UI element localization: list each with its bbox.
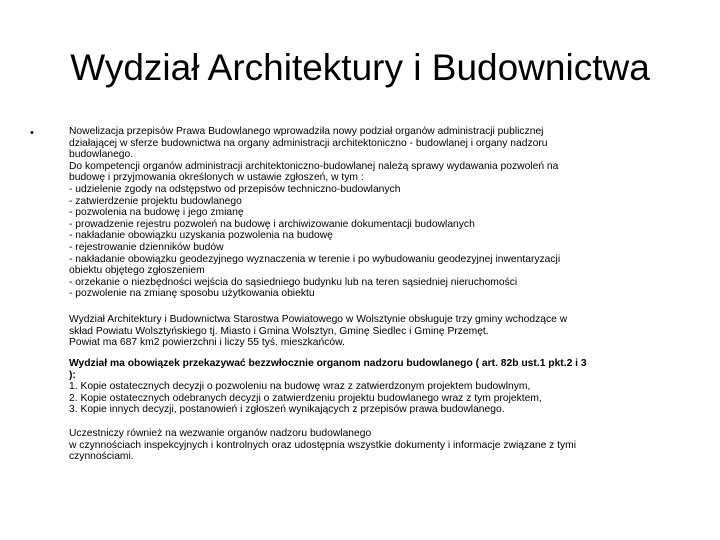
text-line: Powiat ma 687 km2 powierzchni i liczy 55 tyś. mieszkańców. xyxy=(69,337,345,349)
list-item: 2. Kopie ostatecznych odebranych decyzji o zatwierdzeniu projektu budowlanego wraz z tym projektem, xyxy=(69,392,542,404)
text-line: budowlanego. xyxy=(69,149,134,161)
text-line: w czynnościach inspekcyjnych i kontrolnych oraz udostępnia wszystkie dokumenty i informacje związane z tymi xyxy=(69,439,577,451)
list-item: 1. Kopie ostatecznych decyzji o pozwoleniu na budowę wraz z zatwierdzonym projektem budowlnym, xyxy=(69,381,531,393)
bold-text-line: ): xyxy=(69,369,76,381)
paragraph-competences xyxy=(69,126,689,300)
list-item: obiektu objętego zgłoszeniem xyxy=(69,265,205,277)
list-item: - zatwierdzenie projektu budowlanego xyxy=(69,195,242,207)
text-line: Uczestniczy również na wezwanie organów nadzoru budowlanego xyxy=(69,428,372,439)
paragraph-obligations xyxy=(69,358,689,416)
paragraph-department xyxy=(69,314,689,349)
text-line: skład Powiatu Wolsztyńskiego tj. Miasto i Gmina Wolsztyn, Gminę Siedlec i Gminę Przemęt. xyxy=(69,325,489,337)
list-item: - pozwolenia na budowę i jego zmianę xyxy=(69,207,244,219)
list-item: 3. Kopie innych decyzji, postanowień i zgłoszeń wynikających z przepisów prawa budowlanego. xyxy=(69,404,505,416)
text-line: działającej w sferze budownictwa na organy administracji architektoniczno - budowlanej i organy nadzoru xyxy=(69,137,548,149)
list-item: - udzielenie zgody na odstępstwo od przepisów techniczno-budowlanych xyxy=(69,183,401,195)
list-item: - nakładanie obowiązku uzyskania pozwolenia na budowę xyxy=(69,230,333,242)
list-item: - orzekanie o niezbędności wejścia do sąsiedniego budynku lub na teren sąsiedniej nieruchomości xyxy=(69,276,518,288)
list-item: - pozwolenie na zmianę sposobu użytkowania obiektu xyxy=(69,288,315,300)
list-item: - nakładanie obowiązku geodezyjnego wyznaczenia w terenie i po wybudowaniu geodezyjnej inwentaryzacji xyxy=(69,253,561,265)
text-line: Do kompetencji organów administracji architektoniczno-budowlanej należą sprawy wydawania pozwoleń na xyxy=(69,160,559,172)
text-line: czynnościami. xyxy=(69,451,134,463)
text-line: budowę i przyjmowania określonych w ustawie zgłoszeń, w tym : xyxy=(69,172,364,184)
paragraph-inspections xyxy=(69,428,689,463)
bullet-marker: • xyxy=(30,127,34,139)
bold-text-line: Wydział ma obowiązek przekazywać bezzwłocznie organom nadzoru budowlanego ( art. 82b ust.1 pkt.2 i 3 xyxy=(69,358,587,369)
text-line: Nowelizacja przepisów Prawa Budowlanego wprowadziła nowy podział organów administracji publicznej xyxy=(69,126,544,137)
slide-title: Wydział Architektury i Budownictwa xyxy=(70,47,650,88)
list-item: - rejestrowanie dzienników budów xyxy=(69,241,224,253)
list-item: - prowadzenie rejestru pozwoleń na budowę i archiwizowanie dokumentacji budowlanych xyxy=(69,218,475,230)
text-line: Wydział Architektury i Budownictwa Starostwa Powiatowego w Wolsztynie obsługuje trzy gminy wchodzące w xyxy=(69,314,568,325)
